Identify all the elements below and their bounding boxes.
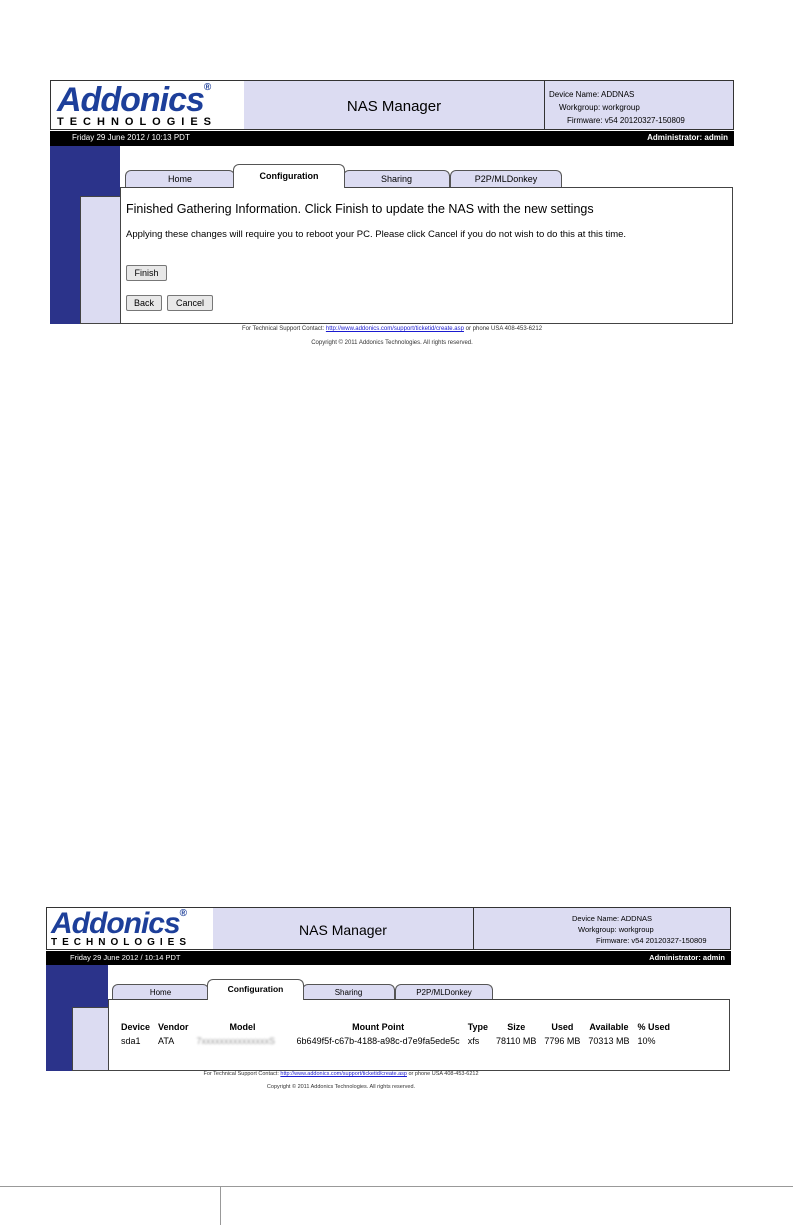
nas-screenshot-device-table — [46, 907, 731, 1097]
copyright: Copyright © 2011 Addonics Technologies. All rights reserved. — [266, 1084, 416, 1090]
tab-sharing[interactable]: Sharing — [343, 170, 450, 187]
page-footer-divider — [220, 1187, 221, 1225]
app-title: NAS Manager — [346, 98, 442, 115]
tab-p2p-mldonkey[interactable]: P2P/MLDonkey — [450, 170, 562, 187]
device-table — [117, 1020, 674, 1048]
device-name: Device Name: ADDNAS — [572, 914, 653, 923]
workgroup: Workgroup: workgroup — [578, 925, 654, 934]
col-device: Device — [121, 1022, 151, 1032]
col-type: Type — [467, 1022, 489, 1032]
reboot-warning: Applying these changes will require you to reboot your PC. Please click Cancel if you do not wish to do this at this time. — [126, 229, 627, 240]
tab-home[interactable]: Home — [112, 984, 209, 999]
page-footer-rule — [0, 1186, 793, 1187]
col-size: Size — [507, 1022, 526, 1032]
col-model: Model — [229, 1022, 256, 1032]
finish-heading: Finished Gathering Information. Click Finish to update the NAS with the new settings — [126, 202, 594, 216]
support-link[interactable]: http://www.addonics.com/support/ticketid/create.asp — [280, 1071, 407, 1077]
header-banner — [46, 907, 731, 950]
copyright: Copyright © 2011 Addonics Technologies. All rights reserved. — [311, 340, 473, 346]
sidebar-panel — [80, 196, 121, 324]
tab-home[interactable]: Home — [125, 170, 235, 187]
addonics-logo: Addonics® TECHNOLOGIES — [51, 81, 244, 129]
tab-sharing[interactable]: Sharing — [302, 984, 395, 999]
configuration-panel — [120, 187, 733, 324]
back-button[interactable]: Back — [126, 295, 162, 311]
device-name: Device Name: ADDNAS — [549, 90, 635, 99]
col-available: Available — [589, 1022, 629, 1032]
status-bar — [50, 131, 734, 146]
sidebar-panel — [72, 1007, 109, 1071]
workgroup: Workgroup: workgroup — [559, 103, 640, 112]
tab-configuration[interactable]: Configuration — [233, 164, 345, 188]
device-panel — [108, 999, 730, 1071]
table-row: sda1 ATA 7xxxxxxxxxxxxxxxS 6b649f5f-c67b-4188-a98c-d7e9fa5ede5c xfs 78110 MB 7796 MB 70313 MB 10% — [121, 1036, 656, 1046]
tab-configuration[interactable]: Configuration — [207, 979, 304, 1000]
firmware: Firmware: v54 20120327-150809 — [596, 936, 707, 945]
finish-button[interactable]: Finish — [126, 265, 167, 281]
tab-p2p-mldonkey[interactable]: P2P/MLDonkey — [395, 984, 493, 999]
nas-screenshot-configuration-finish — [50, 80, 734, 350]
support-footer: For Technical Support Contact: http://www.addonics.com/support/ticketid/create.asp or phone USA 408-453-6212 — [203, 1071, 479, 1077]
col-used: Used — [551, 1022, 574, 1032]
date-time: Friday 29 June 2012 / 10:14 PDT — [70, 953, 181, 962]
admin-label: Administrator: admin — [647, 133, 728, 142]
app-title: NAS Manager — [299, 922, 387, 938]
device-info — [544, 81, 733, 129]
col-mount-point: Mount Point — [352, 1022, 405, 1032]
date-time: Friday 29 June 2012 / 10:13 PDT — [72, 133, 190, 142]
col-percent-used: % Used — [637, 1022, 670, 1032]
support-footer: For Technical Support Contact: http://www.addonics.com/support/ticketid/create.asp or phone USA 408-453-6212 — [241, 326, 543, 332]
addonics-logo: Addonics® TECHNOLOGIES — [47, 908, 213, 949]
col-vendor: Vendor — [158, 1022, 189, 1032]
firmware: Firmware: v54 20120327-150809 — [567, 116, 685, 125]
admin-label: Administrator: admin — [649, 953, 725, 962]
support-link[interactable]: http://www.addonics.com/support/ticketid/create.asp — [325, 326, 464, 332]
cancel-button[interactable]: Cancel — [167, 295, 213, 311]
device-info — [473, 908, 730, 949]
table-header-row — [117, 1020, 674, 1034]
header-banner — [50, 80, 734, 130]
status-bar — [46, 951, 731, 965]
